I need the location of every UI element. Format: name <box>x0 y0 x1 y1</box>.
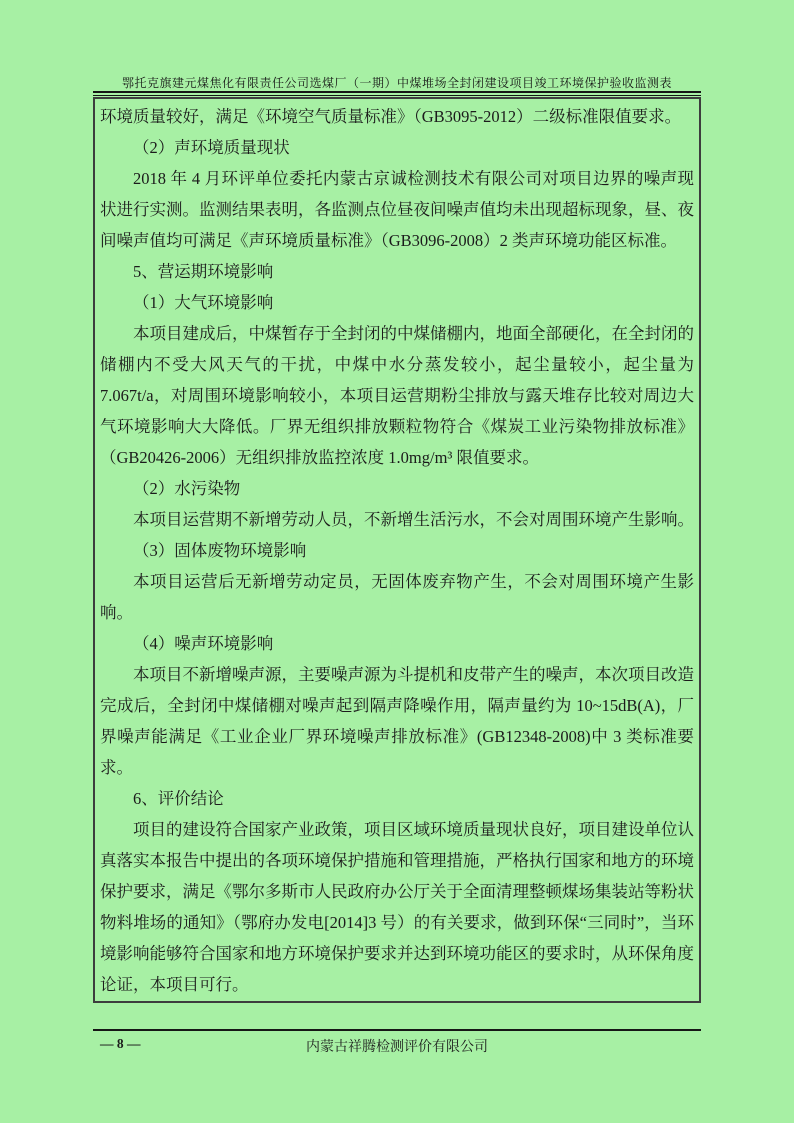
paragraph <box>100 1000 694 1003</box>
paragraph: 本项目不新增噪声源，主要噪声源为斗提机和皮带产生的噪声，本次项目改造完成后，全封闭中煤储棚对噪声起到隔声降噪作用，隔声量约为 10~15dB(A)，厂界噪声能满足《工业企业厂界环境噪声排放标准》(GB12348-2008)中 3 类标准要求。 <box>100 665 694 777</box>
paragraph: 本项目运营后无新增劳动定员，无固体废弃物产生，不会对周围环境产生影响。 <box>100 572 694 622</box>
paragraph: （3）固体废物环境影响 <box>133 541 307 560</box>
paragraph: （4）噪声环境影响 <box>133 634 274 653</box>
paragraph: 本项目建成后，中煤暂存于全封闭的中煤储棚内，地面全部硬化，在全封闭的储棚内不受大风天气的干扰，中煤中水分蒸发较小，起尘量较小，起尘量为 7.067t/a，对周围环境影响较小，本项目运营期粉尘排放与露天堆存比较对周边大气环境影响大大降低。厂界无组织排放颗粒物符合《煤炭工业污染物排放标准》（GB20426-2006）无组织排放监控浓度 1.0mg/m³ 限值要求。 <box>100 324 694 467</box>
paragraph: 项目的建设符合国家产业政策，项目区域环境质量现状良好，项目建设单位认真落实本报告中提出的各项环境保护措施和管理措施，严格执行国家和地方的环境保护要求，满足《鄂尔多斯市人民政府办公厅关于全面清理整顿煤场集装站等粉状物料堆场的通知》（鄂府办发电[2014]3 号）的有关要求，做到环保“三同时”，当环境影响能够符合国家和地方环境保护要求并达到环境功能区的要求时，从环保角度论证，本项目可行。 <box>100 820 694 994</box>
paragraph: 5、营运期环境影响 <box>133 262 274 281</box>
report-header-title: 鄂托克旗建元煤焦化有限责任公司选煤厂（一期）中煤堆场全封闭建设项目竣工环境保护验收监测表 <box>121 76 672 90</box>
paragraph: （2）水污染物 <box>133 479 241 498</box>
footer-company-name: 内蒙古祥腾检测评价有限公司 <box>306 1040 488 1055</box>
header-double-rule-thick <box>93 91 701 93</box>
paragraph: 2018 年 4 月环评单位委托内蒙古京诚检测技术有限公司对项目边界的噪声现状进行实测。监测结果表明，各监测点位昼夜间噪声值均未出现超标现象，昼、夜间噪声值均可满足《声环境质量标准》（GB3096-2008）2 类声环境功能区标准。 <box>100 169 694 250</box>
header-double-rule-thin <box>93 95 701 96</box>
paragraph: 6、评价结论 <box>133 789 224 808</box>
paragraph: （1）大气环境影响 <box>133 293 274 312</box>
footer-page-number: — 8 — <box>100 1036 141 1051</box>
footer-rule <box>93 1029 701 1031</box>
paragraph: 本项目运营期不新增劳动人员，不新增生活污水，不会对周围环境产生影响。 <box>133 510 694 529</box>
document-content-box <box>93 97 701 1003</box>
paragraph: （2）声环境质量现状 <box>133 138 290 157</box>
paragraph: 环境质量较好，满足《环境空气质量标准》（GB3095-2012）二级标准限值要求。 <box>100 107 682 126</box>
